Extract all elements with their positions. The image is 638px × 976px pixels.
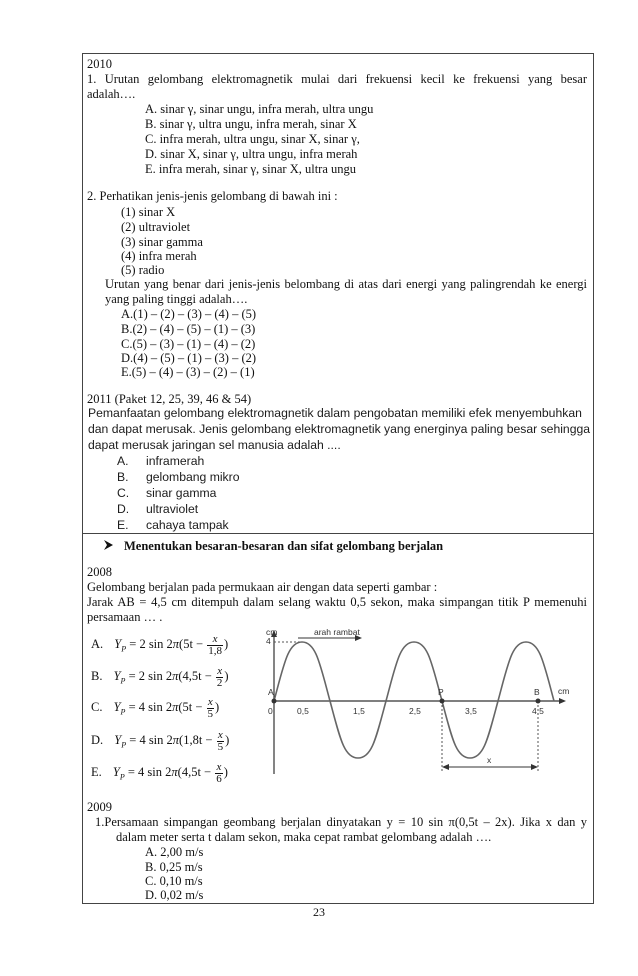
q2009-text-line1: 1.Persamaan simpangan geombang berjalan dinyatakan y = 10 sin π(0,5t – 2x). Jika x dan y: [95, 815, 587, 829]
q2011-option-e-text: cahaya tampak: [146, 518, 229, 532]
wave-curve: [274, 642, 554, 758]
distance-label: x: [487, 755, 492, 765]
q1-option-e: E. infra merah, sinar γ, sinar X, ultra ungu: [145, 162, 357, 176]
q2008-text-line1: Gelombang berjalan pada permukaan air dengan data seperti gambar :: [87, 580, 438, 594]
q2-item-1: (1) sinar X: [121, 205, 176, 219]
q1-option-a: A. sinar γ, sinar ungu, infra merah, ultra ungu: [145, 102, 374, 116]
q2-item-4: (4) infra merah: [121, 249, 197, 263]
q2-item-5: (5) radio: [121, 263, 165, 277]
q1-option-c: C. infra merah, ultra ungu, sinar X, sinar γ,: [145, 132, 360, 146]
q2009-option-c: C. 0,10 m/s: [145, 874, 203, 888]
q1-text-line1: 1. Urutan gelombang elektromagnetik mulai dari frekuensi kecil ke frekuensi yang besar: [87, 72, 587, 86]
q2008-text-line2: Jarak AB = 4,5 cm ditempuh dalam selang waktu 0,5 sekon, maka simpangan titik P memenuhi: [87, 595, 587, 609]
point-b-label: B: [534, 687, 540, 697]
q1-option-b: B. sinar γ, ultra ungu, infra merah, sinar X: [145, 117, 357, 131]
q1-option-d: D. sinar X, sinar γ, ultra ungu, infra merah: [145, 147, 358, 161]
point-a-dot: [272, 699, 277, 704]
y-unit-label: cm: [266, 627, 278, 637]
x-tick-label: 0,5: [297, 706, 309, 716]
q2-item-3: (3) sinar gamma: [121, 235, 203, 249]
q2008-option-d: D. $Y_P = 4$ sin 2π(1,8t − $\frac{x}{5}$ ): [91, 728, 230, 753]
section-heading: Menentukan besaran-besaran dan sifat gelombang berjalan: [124, 539, 444, 553]
x-unit-label: cm: [558, 686, 570, 696]
x-tick-label: 3,5: [465, 706, 477, 716]
option-letter: B.: [91, 669, 103, 683]
q2011-option-a-letter: A.: [117, 454, 129, 468]
q2009-option-a: A. 2,00 m/s: [145, 845, 204, 859]
q2-question-line1: Urutan yang benar dari jenis-jenis belombang di atas dari energi yang palingrendah ke energi: [105, 277, 587, 291]
point-b-dot: [536, 699, 541, 704]
q2011-text-line2: dan dapat merusak. Jenis gelombang elektromagnetik yang energinya paling besar sehingga: [88, 422, 591, 436]
q2008-option-a: A. $Y_P = 2$ sin 2π(5t − $\frac{x}{1,8}$ ): [91, 632, 229, 657]
y-tick-label: 4: [266, 636, 271, 646]
x-tick-label: 2,5: [409, 706, 421, 716]
q2-item-2: (2) ultraviolet: [121, 220, 191, 234]
q2011-option-b-letter: B.: [117, 470, 129, 484]
q2-option-a: A.(1) – (2) – (3) – (4) – (5): [121, 307, 257, 321]
option-letter: D.: [91, 733, 104, 747]
point-p-label: P: [438, 687, 444, 697]
option-letter: A.: [91, 637, 104, 651]
q2-option-c: C.(5) – (3) – (1) – (4) – (2): [121, 337, 256, 351]
distance-arrow-left-icon: [442, 764, 449, 770]
arrow-bullet-icon: [102, 539, 114, 554]
year-2008: 2008: [87, 565, 112, 579]
q2-option-d: D.(4) – (5) – (1) – (3) – (2): [121, 351, 257, 365]
page-number: 23: [313, 905, 325, 919]
direction-label: arah rambat: [314, 627, 360, 637]
x-axis-arrow-icon: [559, 698, 566, 704]
x-tick-label: 4,5: [532, 706, 544, 716]
q2-option-b: B.(2) – (4) – (5) – (1) – (3): [121, 322, 256, 336]
option-letter: C.: [91, 700, 103, 714]
q2008-text-line3: persamaan … .: [87, 610, 163, 624]
q2011-text-line3: dapat merusak jaringan sel manusia adalah ....: [88, 438, 341, 452]
q2-intro: 2. Perhatikan jenis-jenis gelombang di bawah ini :: [87, 189, 338, 203]
point-a-label: A: [268, 687, 274, 697]
point-p-dot: [440, 699, 445, 704]
q2008-option-c: C. $Y_P = 4$ sin 2π(5t − $\frac{x}{5}$ ): [91, 695, 220, 720]
year-2010: 2010: [87, 57, 112, 71]
q1-text-line2: adalah….: [87, 87, 136, 101]
year-2009: 2009: [87, 800, 112, 814]
q2011-text-line1: Pemanfaatan gelombang elektromagnetik dalam pengobatan memiliki efek menyembuhkan: [88, 406, 582, 420]
wave-figure: [262, 624, 588, 790]
distance-arrow-right-icon: [531, 764, 538, 770]
q2011-option-b-text: gelombang mikro: [146, 470, 240, 484]
q2011-option-d-text: ultraviolet: [146, 502, 199, 516]
q2011-option-e-letter: E.: [117, 518, 129, 532]
q2009-option-b: B. 0,25 m/s: [145, 860, 203, 874]
q2-question-line2: yang paling tinggi adalah….: [105, 292, 248, 306]
q2008-option-e: E. $Y_P = 4$ sin 2π(4,5t − $\frac{x}{6}$ ): [91, 760, 228, 785]
year-2011: 2011 (Paket 12, 25, 39, 46 & 54): [87, 392, 252, 406]
x-tick-label: 1,5: [353, 706, 365, 716]
q2011-option-c-text: sinar gamma: [146, 486, 217, 500]
q2009-option-d: D. 0,02 m/s: [145, 888, 204, 902]
q2008-option-b: B. $Y_P = 2$ sin 2π(4,5t − $\frac{x}{2}$ ): [91, 664, 229, 689]
origin-label: 0: [268, 706, 273, 716]
q2-option-e: E.(5) – (4) – (3) – (2) – (1): [121, 365, 255, 379]
q2009-text-line2: dalam meter serta t dalam sekon, maka cepat rambat gelombang adalah ….: [116, 830, 492, 844]
q2011-option-a-text: inframerah: [146, 454, 205, 468]
table-row-divider: [82, 533, 594, 534]
q2011-option-d-letter: D.: [117, 502, 130, 516]
option-letter: E.: [91, 765, 102, 779]
q2011-option-c-letter: C.: [117, 486, 130, 500]
